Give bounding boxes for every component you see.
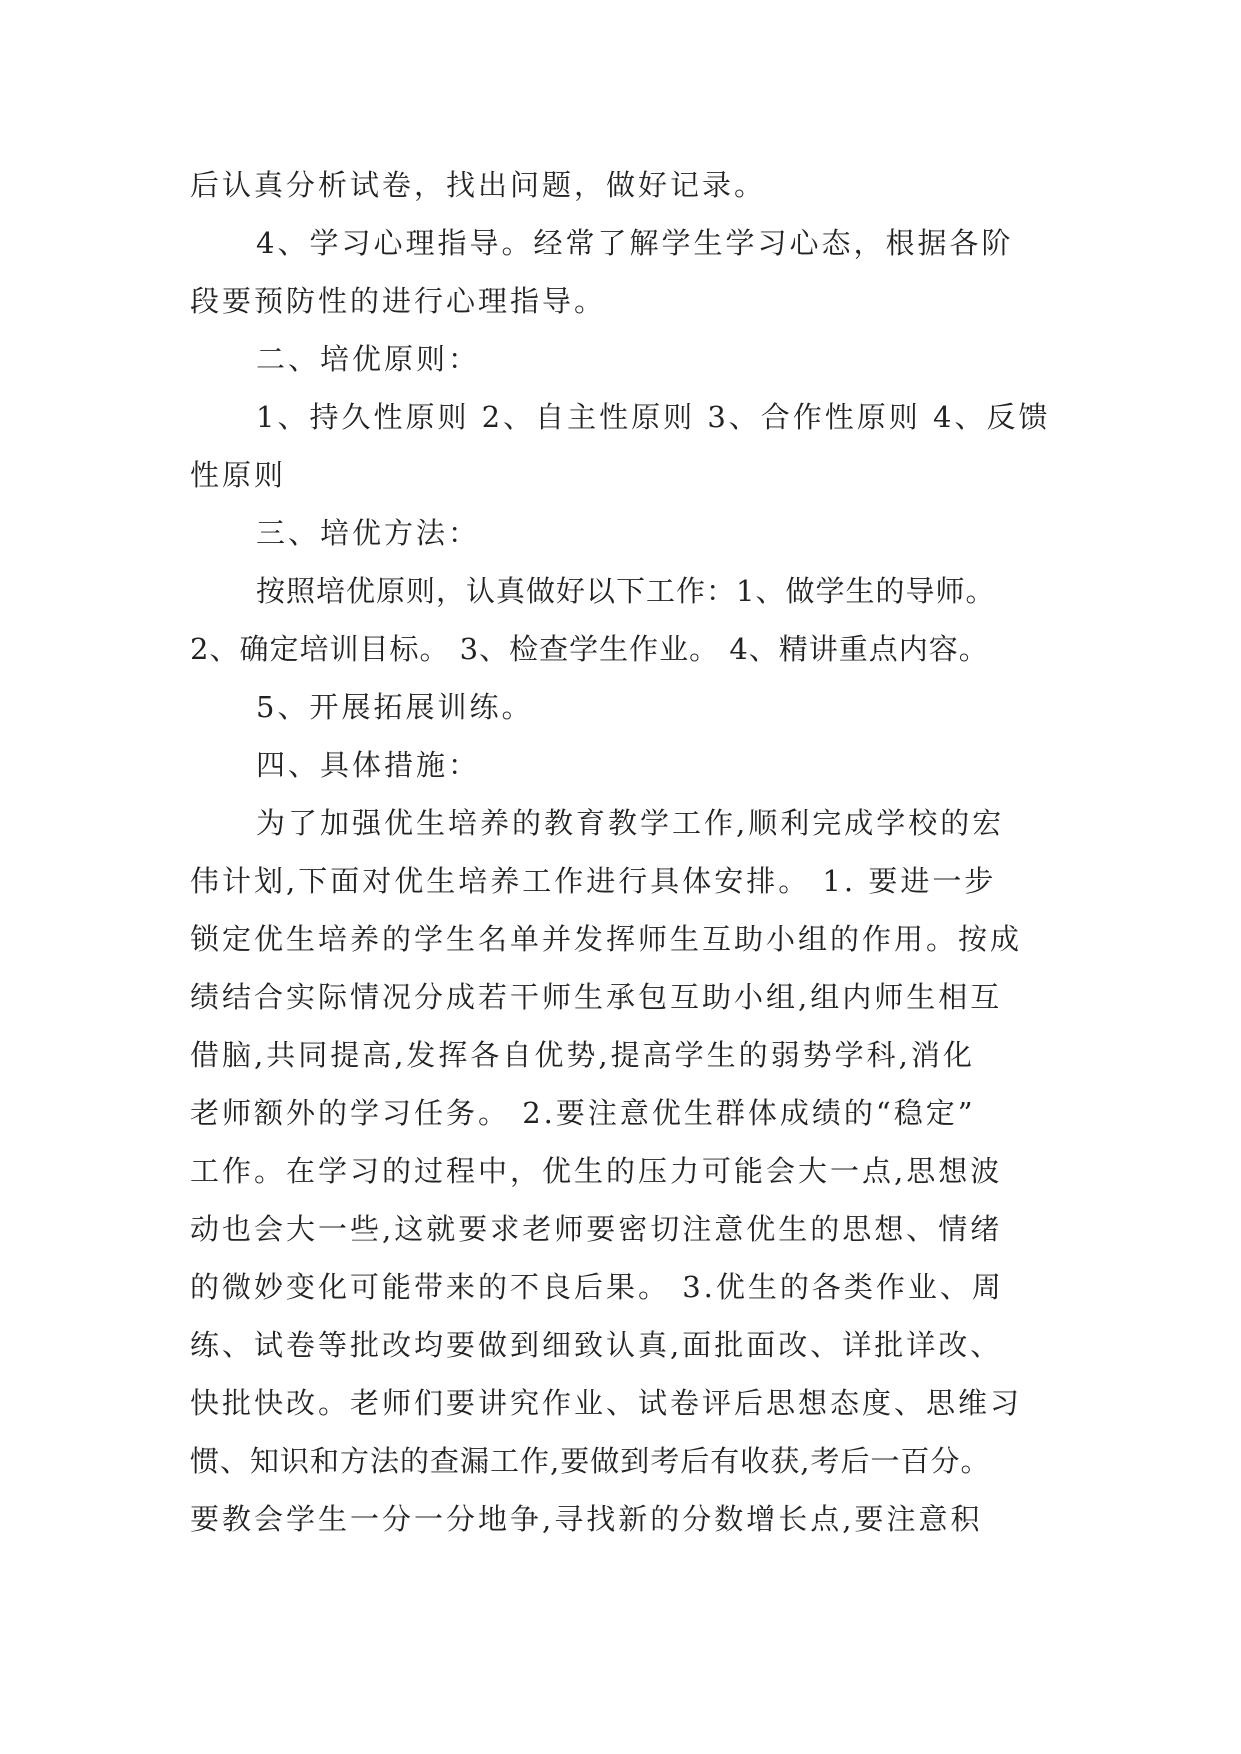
- text-line: 惯、知识和方法的查漏工作,要做到考后有收获,考后一百分。: [190, 1444, 991, 1478]
- text-line: 段要预防性的进行心理指导。: [190, 284, 607, 318]
- text-line: 性原则: [190, 458, 287, 492]
- section-heading: 三、培优方法：: [256, 516, 481, 550]
- text-line: 绩结合实际情况分成若干师生承包互助小组,组内师生相互: [190, 980, 1003, 1014]
- document-body: [190, 156, 1070, 1548]
- text-line: 5、开展拓展训练。: [256, 690, 534, 724]
- text-line: 按照培优原则，认真做好以下工作：1、做学生的导师。: [256, 574, 996, 608]
- text-line: 快批快改。老师们要讲究作业、试卷评后思想态度、思维习: [190, 1386, 1023, 1420]
- text-line: 2、确定培训目标。 3、检查学生作业。 4、精讲重点内容。: [190, 632, 989, 666]
- section-heading: 二、培优原则：: [256, 342, 481, 376]
- text-line: 要教会学生一分一分地争,寻找新的分数增长点,要注意积: [190, 1502, 983, 1536]
- text-line: 后认真分析试卷，找出问题，做好记录。: [190, 168, 767, 202]
- text-line: 借脑,共同提高,发挥各自优势,提高学生的弱势学科,消化: [190, 1038, 975, 1072]
- text-line: 伟计划,下面对优生培养工作进行具体安排。 1. 要进一步: [190, 864, 997, 898]
- text-line: 动也会大一些,这就要求老师要密切注意优生的思想、情绪: [190, 1212, 1003, 1246]
- text-line: 工作。在学习的过程中，优生的压力可能会大一点,思想波: [190, 1154, 1003, 1188]
- text-line: 为了加强优生培养的教育教学工作,顺利完成学校的宏: [256, 806, 1005, 840]
- text-line: 1、持久性原则 2、自主性原则 3、合作性原则 4、反馈: [256, 400, 1051, 434]
- text-line: 的微妙变化可能带来的不良后果。 3.优生的各类作业、周: [190, 1270, 1004, 1304]
- text-line: 老师额外的学习任务。 2.要注意优生群体成绩的“稳定”: [190, 1096, 976, 1130]
- text-line: 练、试卷等批改均要做到细致认真,面批面改、详批详改、: [190, 1328, 1003, 1362]
- section-heading: 四、具体措施：: [256, 748, 481, 782]
- text-line: 锁定优生培养的学生名单并发挥师生互助小组的作用。按成: [190, 922, 1023, 956]
- text-line: 4、学习心理指导。经常了解学生学习心态，根据各阶: [256, 226, 1014, 260]
